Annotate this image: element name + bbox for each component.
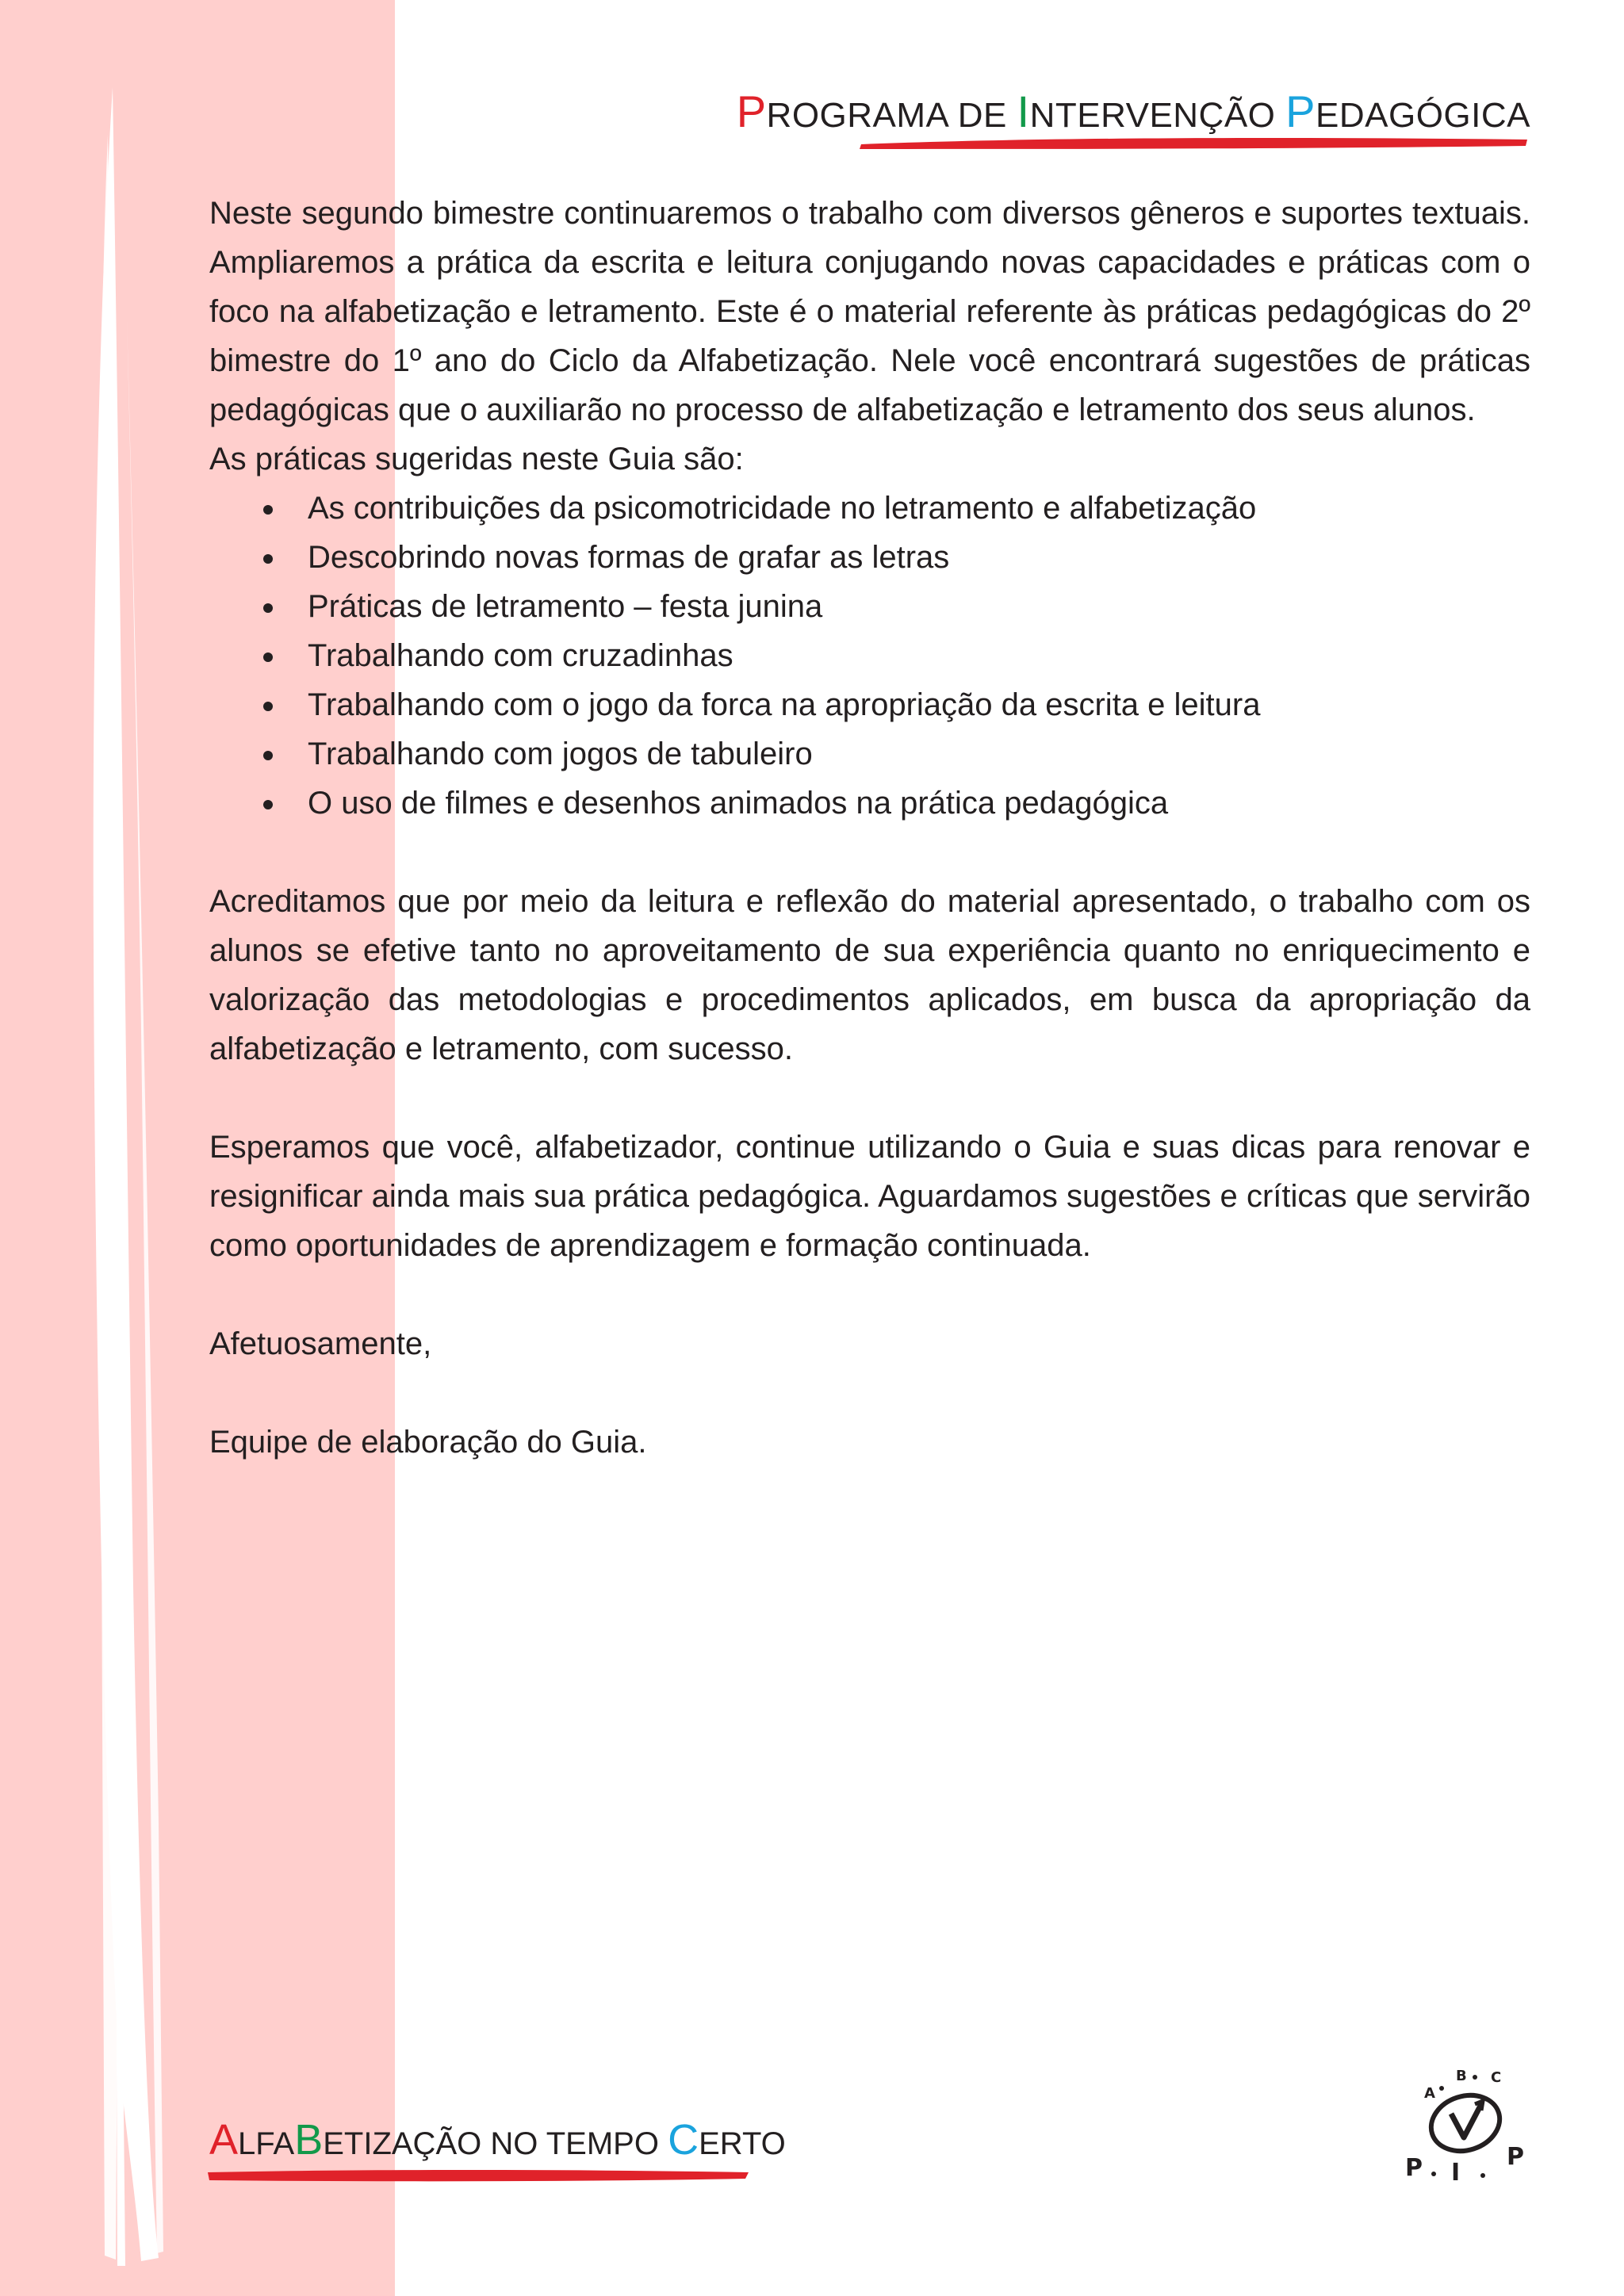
signature: Equipe de elaboração do Guia.	[209, 1425, 647, 1460]
white-brush-stroke-decoration	[0, 0, 206, 2296]
footer-red-underline	[205, 2166, 752, 2183]
list-item: Trabalhando com o jogo da forca na apropriação da escrita e leitura	[257, 680, 1530, 729]
list-item: Descobrindo novas formas de grafar as letras	[257, 533, 1530, 582]
practices-list	[209, 484, 1530, 828]
logo-letter-bottom: P	[1405, 2154, 1423, 2182]
list-item: Práticas de letramento – festa junina	[257, 582, 1530, 631]
list-intro: As práticas sugeridas neste Guia são:	[209, 442, 744, 476]
header-red-underline	[856, 133, 1530, 151]
logo-letter-top: A	[1424, 2085, 1435, 2102]
list-item: As contribuições da psicomotricidade no letramento e alfabetização	[257, 484, 1530, 533]
paragraph-beliefs: Acreditamos que por meio da leitura e reflexão do material apresentado, o trabalho com os alunos se efetive tanto no aproveitamento de sua experiência quanto no enriquecimento e valorização das metodologias e procedimentos aplicados, em busca da apropriação da alfabetização e letramento, com sucesso.	[209, 884, 1530, 1066]
main-content	[209, 189, 1530, 1467]
list-item: O uso de filmes e desenhos animados na prática pedagógica	[257, 779, 1530, 828]
header-program-title: PROGRAMA DE INTERVENÇÃO PEDAGÓGICA	[736, 86, 1530, 136]
paragraph-expectations: Esperamos que você, alfabetizador, continue utilizando o Guia e suas dicas para renovar e resignificar ainda mais sua prática pedagógica. Aguardamos sugestões e críticas que servirão como oportunidades de aprendizagem e formação continuada.	[209, 1130, 1530, 1263]
logo-letter-bottom: P	[1507, 2143, 1524, 2171]
pip-abc-logo	[1396, 2064, 1538, 2183]
footer-title: ALFABETIZAÇÃO NO TEMPO CERTO	[209, 2116, 786, 2164]
logo-letter-bottom: I	[1451, 2159, 1461, 2183]
logo-letter-top: C	[1491, 2069, 1502, 2086]
intro-paragraph: Neste segundo bimestre continuaremos o trabalho com diversos gêneros e suportes textuais. Ampliaremos a prática da escrita e leitura conjugando novas capacidades e práticas com o foco na alfabetização e letramento. Este é o material referente às práticas pedagógicas do 2º bimestre do 1º ano do Ciclo da Alfabetização. Nele você encontrará sugestões de práticas pedagógicas que o auxiliarão no processo de alfabetização e letramento dos seus alunos.	[209, 196, 1530, 427]
list-item: Trabalhando com cruzadinhas	[257, 631, 1530, 680]
list-item: Trabalhando com jogos de tabuleiro	[257, 729, 1530, 779]
logo-letter-top: B	[1456, 2068, 1467, 2084]
closing-salutation: Afetuosamente,	[209, 1326, 432, 1361]
